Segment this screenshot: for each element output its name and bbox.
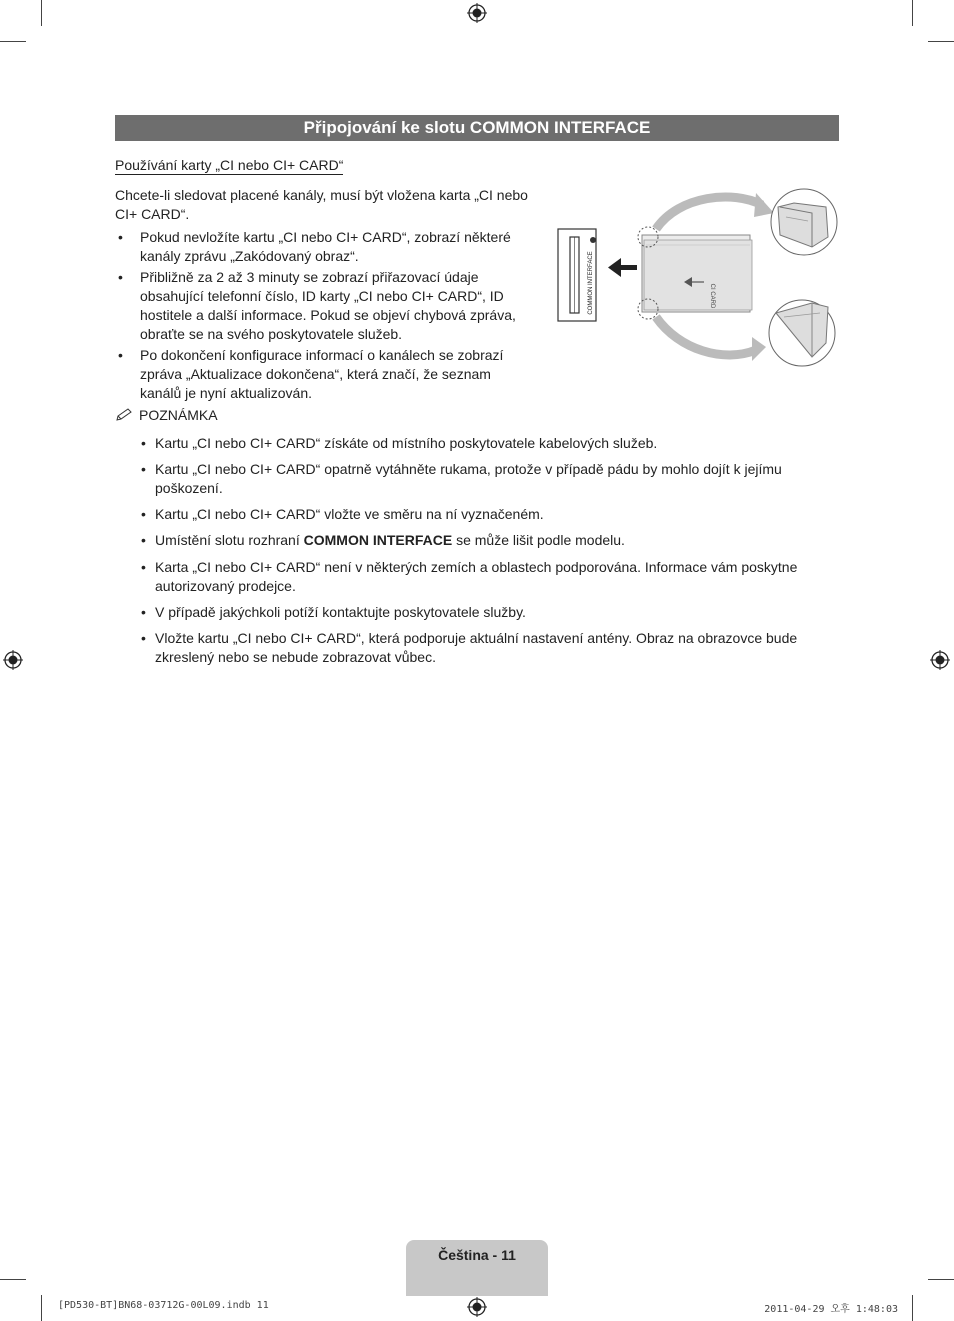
- note-bullet-marker: •: [141, 435, 146, 451]
- note-item: Kartu „CI nebo CI+ CARD“ opatrně vytáhněte rukama, protože v případě pádu by mohlo dojít k jejímu poškození.: [155, 461, 782, 496]
- crop-mark: [912, 1295, 913, 1321]
- note-item: Kartu „CI nebo CI+ CARD“ získáte od místního poskytovatele kabelových služeb.: [155, 435, 658, 451]
- note-item: V případě jakýchkoli potíží kontaktujte poskytovatele služby.: [155, 604, 526, 620]
- page-number: Čeština - 11: [438, 1247, 516, 1263]
- bullet-text: Po dokončení konfigurace informací o kanálech se zobrazí zpráva „Aktualizace dokončena“, která značí, že seznam kanálů je nyní aktualizován.: [140, 347, 504, 401]
- bullet-marker: •: [118, 269, 123, 285]
- registration-mark-icon: [467, 1297, 487, 1317]
- section-title: Připojování ke slotu COMMON INTERFACE: [115, 115, 839, 141]
- note-heading: POZNÁMKA: [139, 407, 218, 423]
- crop-mark: [0, 1279, 26, 1280]
- bullet-text: Pokud nevložíte kartu „CI nebo CI+ CARD“, zobrazí některé kanály zprávu „Zakódovaný obraz“.: [140, 229, 511, 264]
- bullet-marker: •: [118, 347, 123, 363]
- note-item-bold: COMMON INTERFACE: [303, 532, 453, 548]
- intro-paragraph: Chcete-li sledovat placené kanály, musí být vložena karta „CI nebo CI+ CARD“.: [115, 187, 528, 222]
- note-bullet-marker: •: [141, 461, 146, 477]
- crop-mark: [912, 0, 913, 26]
- crop-mark: [41, 1295, 42, 1321]
- card-label: CI CARD: [709, 283, 715, 309]
- note-item: Vložte kartu „CI nebo CI+ CARD“, která podporuje aktuální nastavení antény. Obraz na obrazovce bude zkreslený nebo se nebude zobrazovat vůbec.: [155, 630, 798, 665]
- note-item-text: Umístění slotu rozhraní: [155, 532, 304, 548]
- print-slug-left: [PD530-BT]BN68-03712G-00L09.indb 11: [58, 1300, 269, 1311]
- crop-mark: [0, 41, 26, 42]
- registration-mark-icon: [467, 3, 487, 23]
- page-number-tab: [406, 1240, 548, 1296]
- note-bullet-marker: •: [141, 506, 146, 522]
- note-bullet-marker: •: [141, 559, 146, 575]
- card-label-area: [704, 283, 720, 309]
- note-item: Karta „CI nebo CI+ CARD“ není v některých zemích a oblastech podporována. Informace vám poskytne autorizovaný prodejce.: [155, 559, 798, 594]
- pencil-note-icon: [115, 408, 133, 422]
- note-item: Kartu „CI nebo CI+ CARD“ vložte ve směru na ní vyznačeném.: [155, 506, 544, 522]
- bullet-text: Přibližně za 2 až 3 minuty se zobrazí přiřazovací údaje obsahující telefonní číslo, ID karty „CI nebo CI+ CARD“, ID hostitele a další informace. Pokud se objeví chybová zpráva, obraťte se na svého poskytovatele služeb.: [140, 269, 516, 342]
- crop-mark: [41, 0, 42, 26]
- note-item: [155, 531, 839, 550]
- note-item-text: se může lišit podle modelu.: [452, 532, 625, 548]
- note-bullet-marker: •: [141, 630, 146, 646]
- registration-mark-icon: [3, 650, 23, 670]
- slot-label-area: [584, 243, 598, 323]
- note-bullet-marker: •: [141, 604, 146, 620]
- subheading: Používání karty „CI nebo CI+ CARD“: [115, 157, 344, 173]
- slot-label: COMMON INTERFACE: [588, 251, 594, 315]
- print-slug-right: 2011-04-29 오후 1:48:03: [764, 1304, 898, 1315]
- bullet-marker: •: [118, 229, 123, 245]
- crop-mark: [928, 41, 954, 42]
- note-bullet-marker: •: [141, 532, 146, 548]
- registration-mark-icon: [930, 650, 950, 670]
- crop-mark: [928, 1279, 954, 1280]
